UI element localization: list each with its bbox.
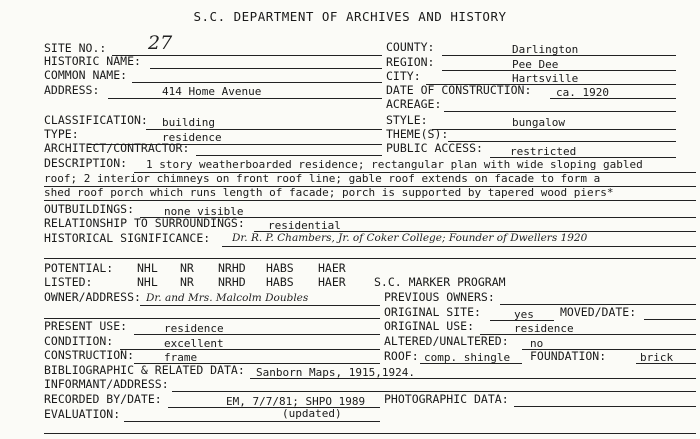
previous-owners-label: PREVIOUS OWNERS:: [384, 290, 495, 304]
informant-label: INFORMANT/ADDRESS:: [44, 377, 169, 391]
public-access-label: PUBLIC ACCESS:: [386, 141, 483, 155]
acreage-label: ACREAGE:: [386, 97, 442, 111]
style-line: [432, 129, 676, 130]
bibliography-label: BIBLIOGRAPHIC & RELATED DATA:: [44, 363, 245, 377]
address-value: 414 Home Avenue: [162, 85, 262, 98]
owner-value: Dr. and Mrs. Malcolm Doubles: [146, 292, 309, 304]
foundation-label: FOUNDATION:: [530, 349, 607, 363]
outbuildings-value: none visible: [164, 205, 244, 218]
photographic-line: [514, 406, 696, 407]
description-rule-3: [44, 200, 696, 201]
original-use-line: [480, 334, 696, 335]
architect-label: ARCHITECT/CONTRACTOR:: [44, 141, 190, 155]
potential-nr: NR: [180, 261, 194, 275]
bottom-rule: [44, 433, 696, 434]
roof-line: [420, 363, 522, 364]
themes-label: THEME(S):: [386, 127, 449, 141]
altered-value: no: [530, 337, 544, 350]
date-construction-value: ca. 1920: [556, 86, 609, 99]
type-value: residence: [162, 131, 222, 144]
significance-line: [222, 246, 696, 247]
foundation-line: [636, 363, 696, 364]
original-site-value: yes: [514, 308, 534, 321]
common-name-label: COMMON NAME:: [44, 68, 128, 82]
marker-program-label: S.C. MARKER PROGRAM: [374, 275, 506, 289]
recorded-value: EM, 7/7/81; SHPO 1989: [226, 395, 366, 408]
county-value: Darlington: [512, 43, 579, 56]
owner-label: OWNER/ADDRESS:: [44, 290, 141, 304]
description-line-2: roof; 2 interior chimneys on front roof line; gable roof extends on facade to form a: [44, 172, 601, 185]
evaluation-label: EVALUATION:: [44, 407, 121, 421]
site-no-value: 27: [148, 32, 173, 54]
site-no-line: [112, 55, 382, 56]
present-use-label: PRESENT USE:: [44, 319, 128, 333]
common-name-line: [132, 82, 382, 83]
moved-date-line: [644, 319, 696, 320]
present-use-value: residence: [164, 322, 224, 335]
listed-nhl: NHL: [137, 275, 158, 289]
recorded-line: [168, 407, 380, 408]
altered-label: ALTERED/UNALTERED:: [384, 334, 509, 348]
photographic-label: PHOTOGRAPHIC DATA:: [384, 392, 509, 406]
type-label: TYPE:: [44, 127, 79, 141]
listed-habs: HABS: [266, 275, 294, 289]
significance-label: HISTORICAL SIGNIFICANCE:: [44, 231, 211, 245]
date-construction-label: DATE OF CONSTRUCTION:: [386, 83, 532, 97]
potential-habs: HABS: [266, 261, 294, 275]
classification-label: CLASSIFICATION:: [44, 113, 148, 127]
construction-label: CONSTRUCTION:: [44, 348, 135, 362]
county-line: [442, 55, 676, 56]
relationship-label: RELATIONSHIP TO SURROUNDINGS:: [44, 216, 245, 230]
recorded-label: RECORDED BY/DATE:: [44, 392, 162, 406]
style-value: bungalow: [512, 116, 565, 129]
public-access-value: restricted: [510, 145, 577, 158]
classification-line: [146, 129, 382, 130]
foundation-value: brick: [640, 351, 674, 364]
potential-nhl: NHL: [137, 261, 158, 275]
potential-nrhd: NRHD: [218, 261, 246, 275]
roof-value: comp. shingle: [424, 351, 511, 364]
description-line-3: shed roof porch which runs length of facade; porch is supported by tapered wood piers*: [44, 186, 614, 199]
recorded-value-updated: (updated): [282, 407, 342, 420]
address-line: [108, 98, 382, 99]
description-label: DESCRIPTION:: [44, 156, 128, 170]
region-value: Pee Dee: [512, 58, 559, 71]
historic-name-label: HISTORIC NAME:: [44, 54, 141, 68]
original-use-label: ORIGINAL USE:: [384, 319, 475, 333]
original-site-label: ORIGINAL SITE:: [384, 305, 481, 319]
listed-nr: NR: [180, 275, 194, 289]
potential-label: POTENTIAL:: [44, 261, 114, 275]
bibliography-line: [250, 378, 696, 379]
listed-label: LISTED:: [44, 275, 93, 289]
acreage-line: [444, 111, 676, 112]
form-title: S.C. DEPARTMENT OF ARCHIVES AND HISTORY: [193, 9, 507, 24]
construction-value: frame: [164, 351, 198, 364]
owner-line: [140, 305, 380, 306]
condition-label: CONDITION:: [44, 334, 114, 348]
site-no-label: SITE NO.:: [44, 41, 107, 55]
relationship-value: residential: [268, 219, 341, 232]
city-label: CITY:: [386, 69, 421, 83]
date-construction-line: [550, 98, 676, 99]
listed-nrhd: NRHD: [218, 275, 246, 289]
region-label: REGION:: [386, 55, 435, 69]
bibliography-value: Sanborn Maps, 1915,1924.: [256, 366, 415, 379]
section-rule: [44, 258, 696, 259]
region-line: [442, 70, 676, 71]
classification-value: building: [162, 116, 215, 129]
style-label: STYLE:: [386, 113, 428, 127]
county-label: COUNTY:: [386, 40, 435, 54]
evaluation-line: [124, 421, 380, 422]
address-label: ADDRESS:: [44, 83, 100, 97]
original-use-value: residence: [514, 322, 574, 335]
moved-date-label: MOVED/DATE:: [560, 305, 637, 319]
original-site-line: [490, 320, 554, 321]
architect-line: [196, 155, 382, 156]
condition-value: excellent: [164, 337, 224, 350]
present-use-line: [134, 334, 380, 335]
listed-haer: HAER: [318, 275, 346, 289]
historic-name-line: [150, 68, 382, 69]
roof-label: ROOF:: [384, 349, 419, 363]
city-value: Hartsville: [512, 72, 579, 85]
potential-haer: HAER: [318, 261, 346, 275]
significance-value: Dr. R. P. Chambers, Jr. of Coker College; Founder of Dwellers 1920: [232, 232, 588, 244]
outbuildings-label: OUTBUILDINGS:: [44, 202, 135, 216]
description-line-1: 1 story weatherboarded residence; rectangular plan with wide sloping gabled: [146, 158, 643, 171]
condition-line: [120, 349, 380, 350]
